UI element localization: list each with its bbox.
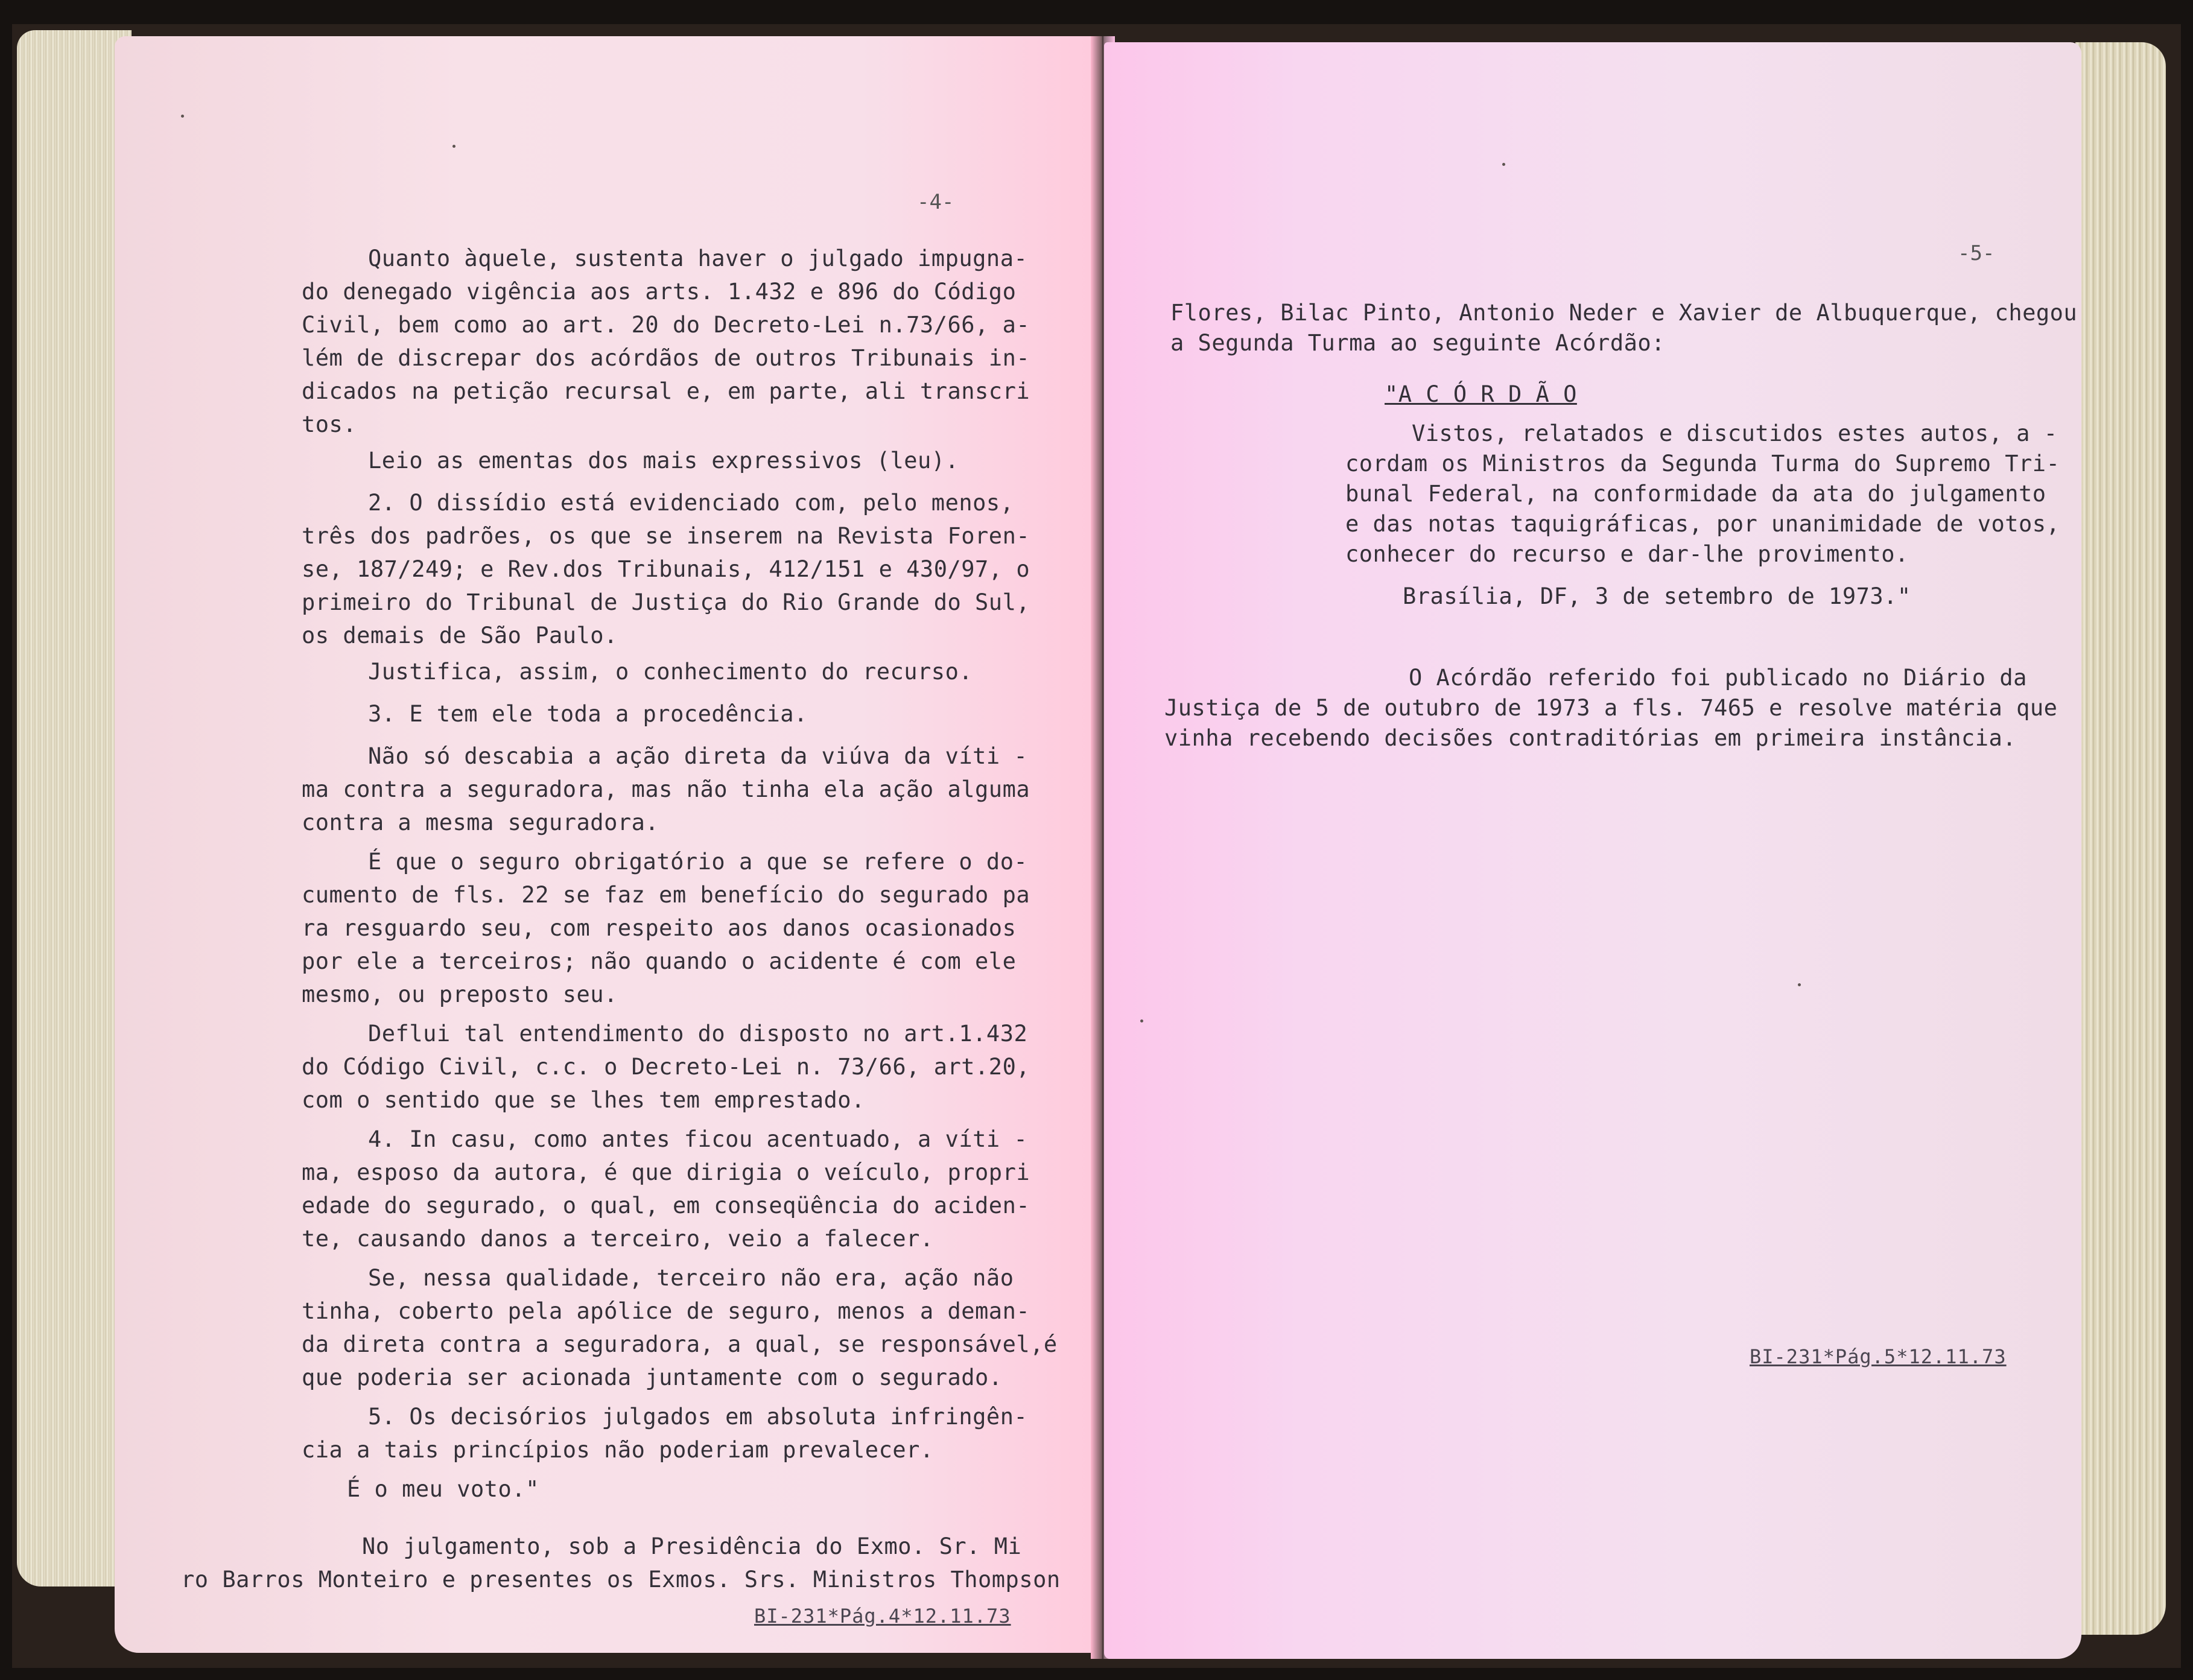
text-line: Flores, Bilac Pinto, Antonio Neder e Xavier de Albuquerque, chegou	[1170, 300, 2078, 326]
text-line: Se, nessa qualidade, terceiro não era, ação não	[368, 1265, 1014, 1291]
text-line: se, 187/249; e Rev.dos Tribunais, 412/151 e 430/97, o	[302, 556, 1030, 582]
speck	[452, 145, 455, 148]
text-line: 4. In casu, como antes ficou acentuado, a víti -	[368, 1126, 1028, 1152]
text-line: Não só descabia a ação direta da viúva da víti -	[368, 743, 1028, 769]
left-page	[115, 36, 1110, 1653]
page-stamp: BI-231*Pág.4*12.11.73	[754, 1605, 1011, 1628]
text-line: por ele a terceiros; não quando o acidente é com ele	[302, 948, 1017, 974]
text-line: contra a mesma seguradora.	[302, 810, 659, 835]
text-line: Civil, bem como ao art. 20 do Decreto-Lei n.73/66, a-	[302, 312, 1030, 338]
heading-acordao: "A C Ó R D Ã O	[1385, 381, 1577, 407]
text-line: Vistos, relatados e discutidos estes autos, a -	[1412, 420, 2058, 446]
speck	[1140, 1019, 1143, 1022]
text-line: 3. E tem ele toda a procedência.	[368, 701, 808, 727]
text-line: os demais de São Paulo.	[302, 623, 618, 648]
text-line: cordam os Ministros da Segunda Turma do Supremo Tri-	[1345, 451, 2060, 477]
text-line: edade do segurado, o qual, em conseqüência do aciden-	[302, 1193, 1030, 1219]
speck	[181, 115, 184, 118]
text-line: primeiro do Tribunal de Justiça do Rio Grande do Sul,	[302, 589, 1030, 615]
text-line: O Acórdão referido foi publicado no Diário da	[1409, 665, 2027, 691]
right-page	[1104, 42, 2081, 1659]
text-line: bunal Federal, na conformidade da ata do julgamento	[1345, 481, 2046, 507]
text-line: te, causando danos a terceiro, veio a falecer.	[302, 1226, 934, 1252]
page-number: -4-	[917, 190, 954, 214]
text-line: ra resguardo seu, com respeito aos danos ocasionados	[302, 915, 1017, 941]
page-number: -5-	[1958, 241, 1995, 265]
text-line: Quanto àquele, sustenta haver o julgado impugna-	[368, 246, 1028, 271]
text-line: É que o seguro obrigatório a que se refere o do-	[368, 849, 1028, 875]
text-line: mesmo, ou preposto seu.	[302, 981, 618, 1007]
text-line: Brasília, DF, 3 de setembro de 1973."	[1403, 583, 1911, 609]
page-stamp: BI-231*Pág.5*12.11.73	[1750, 1345, 2007, 1368]
text-line: ro Barros Monteiro e presentes os Exmos. Srs. Ministros Thompson	[181, 1567, 1061, 1593]
text-line: Leio as ementas dos mais expressivos (leu).	[368, 448, 959, 474]
text-line: três dos padrões, os que se inserem na Revista Foren-	[302, 523, 1030, 549]
speck	[1798, 983, 1801, 986]
text-line: do Código Civil, c.c. o Decreto-Lei n. 73/66, art.20,	[302, 1054, 1030, 1080]
text-line: cumento de fls. 22 se faz em benefício do segurado pa	[302, 882, 1030, 908]
text-line: conhecer do recurso e dar-lhe provimento.	[1345, 541, 1909, 567]
speck	[1502, 163, 1505, 166]
text-line: Justiça de 5 de outubro de 1973 a fls. 7465 e resolve matéria que	[1164, 695, 2058, 721]
text-line: com o sentido que se lhes tem emprestado.	[302, 1087, 865, 1113]
text-line: tos.	[302, 411, 357, 437]
text-line: ma, esposo da autora, é que dirigia o veículo, propri	[302, 1159, 1030, 1185]
text-line: a Segunda Turma ao seguinte Acórdão:	[1170, 330, 1665, 356]
text-line: do denegado vigência aos arts. 1.432 e 896 do Código	[302, 279, 1017, 305]
text-line: tinha, coberto pela apólice de seguro, menos a deman-	[302, 1298, 1030, 1324]
text-line: Deflui tal entendimento do disposto no art.1.432	[368, 1021, 1028, 1047]
text-line: vinha recebendo decisões contraditórias em primeira instância.	[1164, 725, 2017, 751]
text-line: que poderia ser acionada juntamente com o segurado.	[302, 1365, 1003, 1390]
text-line: e das notas taquigráficas, por unanimidade de votos,	[1345, 511, 2060, 537]
text-line: da direta contra a seguradora, a qual, se responsável,é	[302, 1331, 1058, 1357]
text-line: ma contra a seguradora, mas não tinha ela ação alguma	[302, 776, 1030, 802]
text-line: 5. Os decisórios julgados em absoluta infringên-	[368, 1404, 1028, 1430]
right-page-edges	[2075, 42, 2166, 1635]
text-line: É o meu voto."	[347, 1476, 539, 1502]
text-line: No julgamento, sob a Presidência do Exmo. Sr. Mi	[362, 1533, 1022, 1559]
text-line: cia a tais princípios não poderiam prevalecer.	[302, 1437, 934, 1463]
text-line: Justifica, assim, o conhecimento do recurso.	[368, 659, 973, 685]
text-line: lém de discrepar dos acórdãos de outros Tribunais in-	[302, 345, 1030, 371]
text-line: 2. O dissídio está evidenciado com, pelo menos,	[368, 490, 1014, 516]
text-line: dicados na petição recursal e, em parte, ali transcri	[302, 378, 1030, 404]
